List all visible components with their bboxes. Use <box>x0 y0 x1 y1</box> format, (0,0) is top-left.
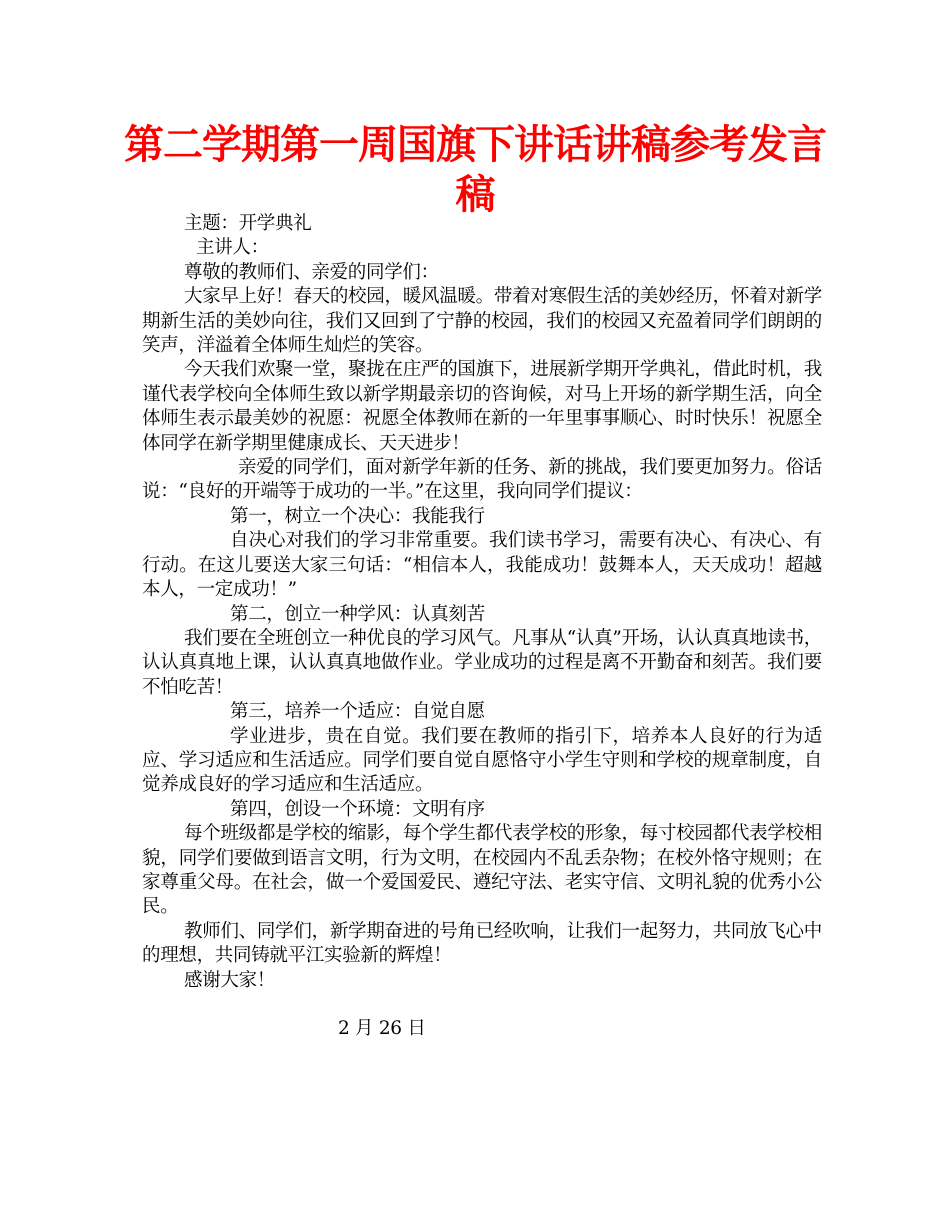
section-heading: 第一，树立一个决心：我能我行 <box>230 505 485 527</box>
salutation: 尊敬的教师们、亲爱的同学们： <box>184 261 439 283</box>
body-paragraph: 今天我们欢聚一堂，聚拢在庄严的国旗下，进展新学期开学典礼，借此时机，我谨代表学校向全体师生致以新学期最亲切的咨询候，对马上开场的新学期生活，向全体师生表示最美妙的祝愿：祝愿全体教师在新的一年里事事顺心、时时快乐！祝愿全体同学在新学期里健康成长、天天进步！ <box>142 359 822 454</box>
body-paragraph: 自决心对我们的学习非常重要。我们读书学习，需要有决心、有决心、有行动。在这儿要送大家三句话：“相信本人，我能成功！鼓舞本人，天天成功！超越本人，一定成功！” <box>142 530 822 601</box>
section-heading: 第二，创立一种学风：认真刻苦 <box>230 603 485 625</box>
section-heading: 第四，创设一个环境：文明有序 <box>230 798 485 820</box>
document-body <box>142 212 822 1042</box>
body-paragraph: 学业进步，贵在自觉。我们要在教师的指引下，培养本人良好的行为适应、学习适应和生活适应。同学们要自觉自愿恪守小学生守则和学校的规章制度，自觉养成良好的学习适应和生活适应。 <box>142 725 822 796</box>
section-heading: 第三，培养一个适应：自觉自愿 <box>230 701 485 723</box>
closing-line: 感谢大家！ <box>184 969 276 991</box>
body-paragraph: 每个班级都是学校的缩影，每个学生都代表学校的形象，每寸校园都代表学校相貌，同学们要做到语言文明，行为文明，在校园内不乱丢杂物；在校外恪守规则；在家尊重父母。在社会，做一个爱国爱民、遵纪守法、老实守信、文明礼貌的优秀小公民。 <box>142 823 822 918</box>
speaker-line: 主讲人： <box>196 237 269 259</box>
body-paragraph: 我们要在全班创立一种优良的学习风气。凡事从“认真”开场，认认真真地读书，认认真真地上课，认认真真地做作业。学业成功的过程是离不开勤奋和刻苦。我们要不怕吃苦！ <box>142 627 822 698</box>
date-line: 2 月 26 日 <box>338 1018 426 1040</box>
body-paragraph: 教师们、同学们，新学期奋进的号角已经吹响，让我们一起努力，共同放飞心中的理想，共同铸就平江实验新的辉煌！ <box>142 920 822 967</box>
document-title: 第二学期第一周国旗下讲话讲稿参考发言稿 <box>124 122 826 218</box>
topic-line: 主题：开学典礼 <box>184 213 312 234</box>
body-paragraph: 亲爱的同学们，面对新学年新的任务、新的挑战，我们要更加努力。俗话说：“良好的开端等于成功的一半。”在这里，我向同学们提议： <box>142 457 822 503</box>
body-paragraph: 大家早上好！春天的校园，暖风温暖。带着对寒假生活的美妙经历，怀着对新学期新生活的美妙向往，我们又回到了宁静的校园，我们的校园又充盈着同学们朗朗的笑声，洋溢着全体师生灿烂的笑容。 <box>142 286 822 357</box>
